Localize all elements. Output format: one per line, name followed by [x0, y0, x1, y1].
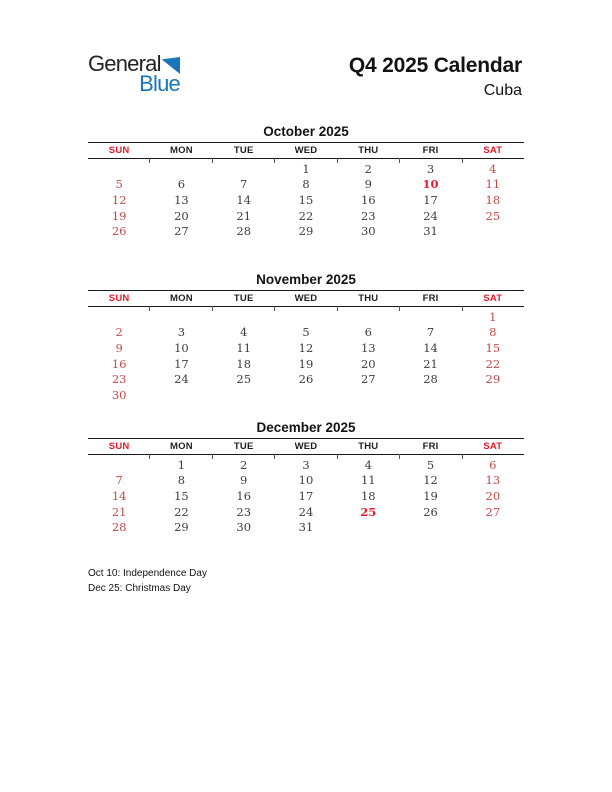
date-cell: 16: [111, 356, 127, 371]
date-cell: 14: [111, 488, 127, 503]
day-of-week-header-row: [88, 142, 524, 159]
day-of-week-header: WED: [294, 441, 318, 452]
page-subtitle: Cuba: [483, 82, 522, 99]
date-cell: 1: [489, 309, 497, 324]
date-cell: 5: [302, 325, 310, 340]
week-row: [88, 325, 524, 341]
date-cell: 7: [426, 325, 435, 340]
date-cell: 30: [360, 224, 376, 239]
date-cell: 5: [115, 177, 123, 192]
week-row: [88, 473, 524, 489]
date-cell: 24: [423, 208, 438, 223]
day-of-week-header: TUE: [233, 441, 254, 452]
date-cell: 29: [174, 520, 189, 535]
week-row: [88, 457, 524, 473]
day-of-week-header: WED: [294, 293, 318, 304]
date-cell: 15: [485, 340, 501, 355]
date-cell: 28: [236, 224, 252, 239]
date-cell: 12: [111, 192, 127, 207]
holiday-notes: [88, 566, 207, 596]
date-cell: 23: [360, 208, 376, 223]
date-cell: 3: [177, 325, 186, 340]
day-of-week-header: THU: [358, 145, 379, 156]
date-cell: 14: [423, 340, 438, 355]
date-cell: 23: [111, 372, 127, 387]
date-cell: 22: [174, 504, 189, 519]
date-cell: 17: [174, 356, 189, 371]
date-cell: 2: [115, 325, 123, 340]
date-cell: 4: [240, 325, 248, 340]
logo-text-general: General: [88, 51, 161, 76]
date-cell: 19: [423, 488, 438, 503]
date-cell: 9: [115, 340, 123, 355]
date-cell: 30: [236, 520, 252, 535]
date-cell: 26: [423, 504, 438, 519]
date-cell: 11: [485, 177, 501, 192]
week-row: [88, 488, 524, 504]
date-cell: 2: [240, 457, 248, 472]
month-title: October 2025: [263, 124, 349, 139]
date-cell: 27: [360, 372, 376, 387]
day-of-week-header: FRI: [422, 441, 439, 452]
date-cell: 13: [174, 192, 189, 207]
week-row: [88, 208, 524, 224]
date-cell: 22: [298, 208, 314, 223]
date-cell: 11: [236, 340, 252, 355]
date-cell: 12: [298, 340, 314, 355]
date-cell: 8: [302, 177, 310, 192]
week-row: [88, 309, 524, 325]
logo-text-blue: Blue: [139, 71, 180, 96]
day-of-week-header: TUE: [233, 293, 254, 304]
date-cell: 17: [423, 192, 438, 207]
day-of-week-header: FRI: [422, 293, 439, 304]
date-cell: 5: [426, 457, 435, 472]
date-cell: 21: [423, 356, 438, 371]
date-cell: 4: [489, 161, 497, 176]
date-cell: 26: [298, 372, 314, 387]
date-cell: 10: [174, 340, 189, 355]
holiday-note: Oct 10: Independence Day: [88, 568, 207, 579]
date-cell: 27: [174, 224, 189, 239]
month-block: [88, 124, 524, 272]
date-cell: 27: [485, 504, 501, 519]
date-cell: 3: [426, 161, 435, 176]
date-cell: 17: [298, 488, 314, 503]
week-row: [88, 387, 524, 403]
day-of-week-header: THU: [358, 293, 379, 304]
week-row: [88, 340, 524, 356]
date-cell: 4: [364, 457, 372, 472]
date-cell: 11: [360, 473, 376, 488]
date-cell: 13: [360, 340, 376, 355]
date-cell: 7: [240, 177, 248, 192]
day-of-week-header: MON: [170, 293, 193, 304]
date-cell: 6: [489, 457, 497, 472]
title-block: [349, 54, 522, 101]
general-blue-logo: [88, 51, 180, 96]
week-row: [88, 356, 524, 372]
date-cell: 13: [485, 473, 501, 488]
date-cell: 9: [364, 177, 372, 192]
day-of-week-header: MON: [170, 145, 193, 156]
date-cell: 20: [360, 356, 376, 371]
date-cell: 31: [298, 520, 314, 535]
month-block: [88, 272, 524, 420]
day-of-week-header: SAT: [483, 441, 503, 452]
week-row: [88, 504, 524, 520]
date-cell: 12: [423, 473, 438, 488]
weeks-grid: [88, 307, 524, 403]
day-of-week-header: SAT: [483, 293, 503, 304]
date-cell: 24: [174, 372, 189, 387]
day-of-week-header: SUN: [108, 145, 130, 156]
month-title: November 2025: [256, 272, 356, 287]
date-cell: 14: [236, 192, 252, 207]
date-cell: 25: [360, 504, 377, 519]
day-of-week-header: WED: [294, 145, 318, 156]
date-cell: 25: [485, 208, 501, 223]
day-of-week-header: FRI: [422, 145, 439, 156]
day-of-week-header: SUN: [108, 293, 130, 304]
date-cell: 8: [489, 325, 497, 340]
date-cell: 25: [236, 372, 252, 387]
date-cell: 31: [423, 224, 438, 239]
week-row: [88, 223, 524, 239]
date-cell: 22: [485, 356, 501, 371]
month-block: [88, 420, 524, 568]
date-cell: 23: [236, 504, 252, 519]
date-cell: 21: [111, 504, 127, 519]
day-of-week-header-row: [88, 290, 524, 307]
day-of-week-header: THU: [358, 441, 379, 452]
date-cell: 6: [364, 325, 372, 340]
month-title: December 2025: [256, 420, 356, 435]
date-cell: 19: [298, 356, 314, 371]
date-cell: 18: [360, 488, 376, 503]
calendars-section: [88, 124, 524, 568]
day-of-week-header: TUE: [233, 145, 254, 156]
date-cell: 20: [485, 488, 501, 503]
date-cell: 1: [302, 161, 310, 176]
day-of-week-header: SAT: [483, 145, 503, 156]
week-row: [88, 192, 524, 208]
page-title: Q4 2025 Calendar: [348, 54, 522, 77]
week-row: [88, 177, 524, 193]
date-cell: 26: [111, 224, 127, 239]
date-cell: 7: [115, 473, 123, 488]
date-cell: 15: [298, 192, 314, 207]
date-cell: 15: [174, 488, 189, 503]
date-cell: 28: [111, 520, 127, 535]
date-cell: 16: [360, 192, 376, 207]
date-cell: 20: [174, 208, 189, 223]
date-cell: 24: [298, 504, 314, 519]
date-cell: 29: [485, 372, 501, 387]
date-cell: 18: [485, 192, 501, 207]
week-row: [88, 519, 524, 535]
day-of-week-header: SUN: [108, 441, 130, 452]
date-cell: 9: [240, 473, 248, 488]
day-of-week-header: MON: [170, 441, 193, 452]
date-cell: 19: [111, 208, 127, 223]
date-cell: 10: [422, 177, 439, 192]
date-cell: 3: [302, 457, 310, 472]
date-cell: 21: [236, 208, 252, 223]
date-cell: 1: [177, 457, 186, 472]
date-cell: 29: [298, 224, 314, 239]
date-cell: 30: [111, 387, 127, 402]
week-row: [88, 371, 524, 387]
weeks-grid: [88, 159, 524, 255]
date-cell: 16: [236, 488, 252, 503]
date-cell: 18: [236, 356, 252, 371]
date-cell: 10: [298, 473, 314, 488]
holiday-note: Dec 25: Christmas Day: [88, 583, 191, 594]
date-cell: 2: [364, 161, 372, 176]
weeks-grid: [88, 455, 524, 551]
date-cell: 28: [423, 372, 438, 387]
day-of-week-header-row: [88, 438, 524, 455]
date-cell: 8: [177, 473, 186, 488]
week-row: [88, 161, 524, 177]
date-cell: 6: [177, 177, 186, 192]
